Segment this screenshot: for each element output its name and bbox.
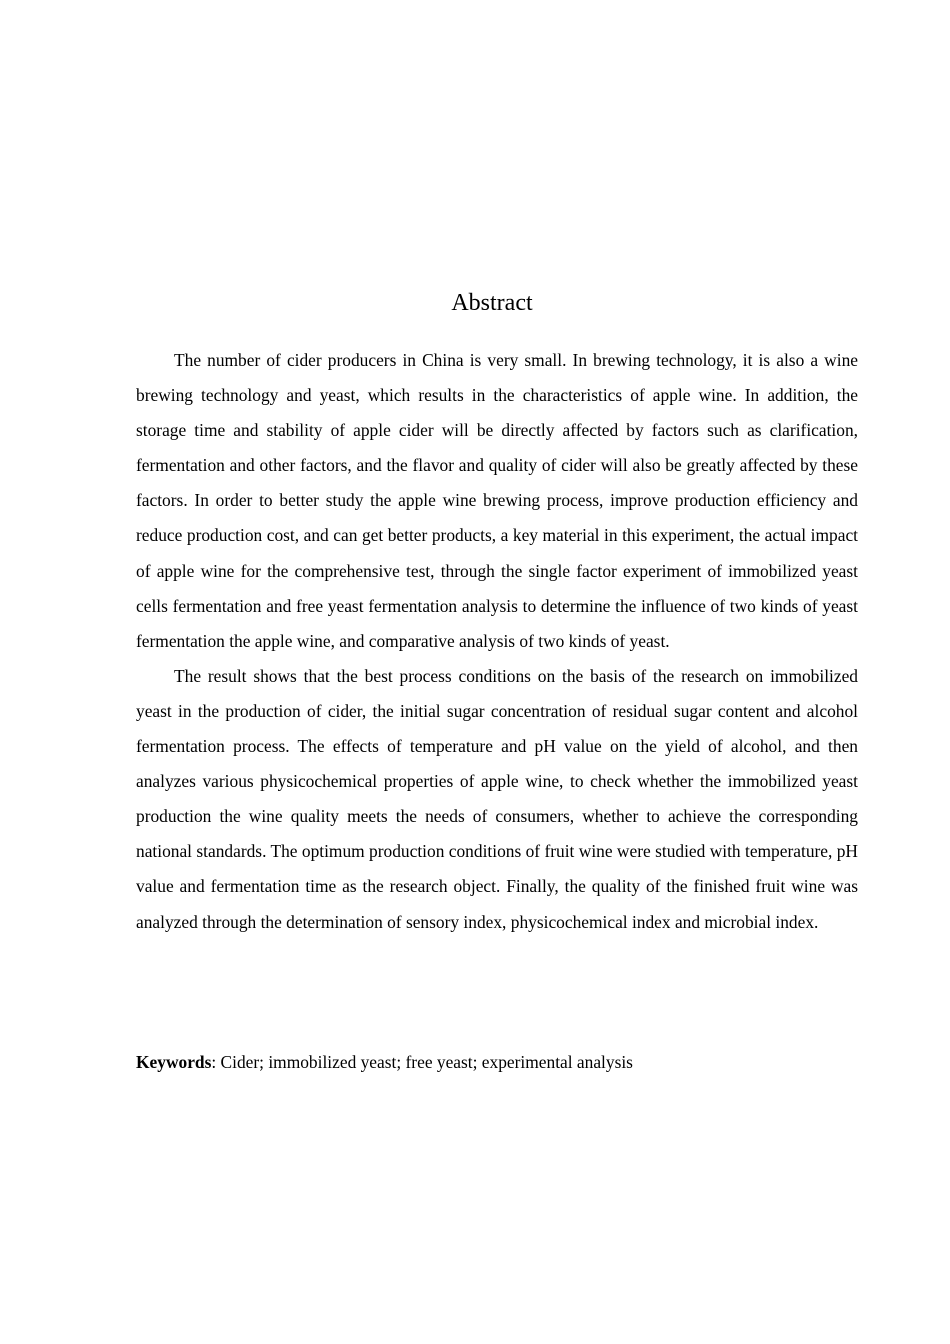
keywords-line [136, 1045, 858, 1080]
abstract-title: Abstract [451, 290, 533, 316]
keywords-text: : Cider; immobilized yeast; free yeast; experimental analysis [211, 1052, 633, 1072]
abstract-body [136, 343, 858, 940]
keywords-label: Keywords [136, 1052, 212, 1072]
abstract-paragraph-2: The result shows that the best process conditions on the basis of the research on immobilized yeast in the production of cider, the initial sugar concentration of residual sugar content and alcohol fermentation process. The effects of temperature and pH value on the yield of alcohol, and then analyzes various physicochemical properties of apple wine, to check whether the immobilized yeast production the wine quality meets the needs of consumers, whether to achieve the corresponding national standards. The optimum production conditions of fruit wine were studied with temperature, pH value and fermentation time as the research object. Finally, the quality of the finished fruit wine was analyzed through the determination of sensory index, physicochemical index and microbial index. [136, 665, 858, 932]
abstract-paragraph-1: The number of cider producers in China is very small. In brewing technology, it is also a wine brewing technology and yeast, which results in the characteristics of apple wine. In addition, the storage time and stability of apple cider will be directly affected by factors such as clarification, fermentation and other factors, and the flavor and quality of cider will also be greatly affected by these factors. In order to better study the apple wine brewing process, improve production efficiency and reduce production cost, and can get better products, a key material in this experiment, the actual impact of apple wine for the comprehensive test, through the single factor experiment of immobilized yeast cells fermentation and free yeast fermentation analysis to determine the influence of two kinds of yeast fermentation the apple wine, and comparative analysis of two kinds of yeast. [136, 350, 858, 651]
